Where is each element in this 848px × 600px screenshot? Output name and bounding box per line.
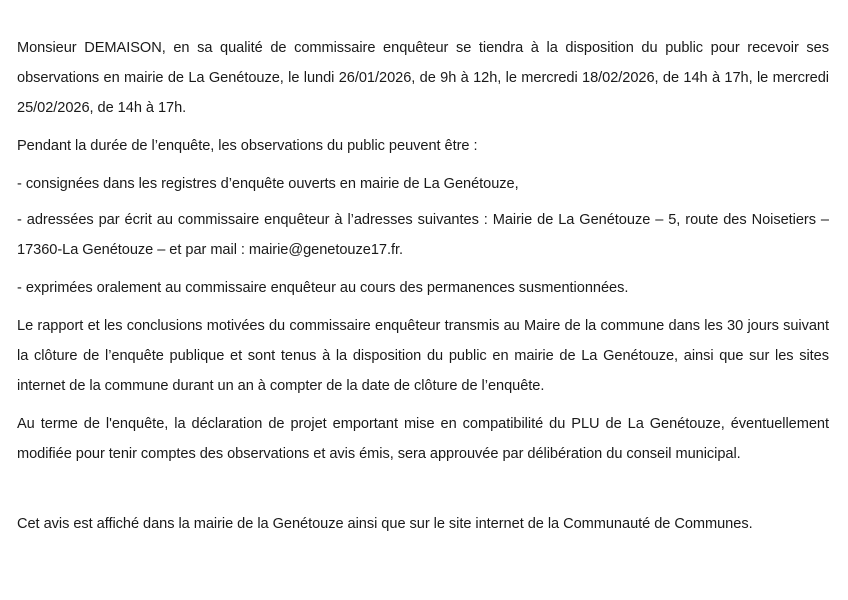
paragraph-observations-intro: Pendant la durée de l’enquête, les observations du public peuvent être : [17,138,478,154]
paragraph-affichage: Cet avis est affiché dans la mairie de la Genétouze ainsi que sur le site internet de la Communauté de Communes. [17,516,753,532]
list-item-oral: - exprimées oralement au commissaire enquêteur au cours des permanences susmentionnées. [17,280,629,296]
list-item-registres: - consignées dans les registres d’enquête ouverts en mairie de La Genétouze, [17,176,519,192]
list-item-adresse-ecrit: - adressées par écrit au commissaire enquêteur à l’adresses suivantes : Mairie de La Genétouze – 5, route des Noisetiers –17360-La Genétouze – et par mail : mairie@genetouze17.fr. [17,212,829,258]
paragraph-rapport: Le rapport et les conclusions motivées du commissaire enquêteur transmis au Maire de la commune dans les 30 jours suivant la clôture de l’enquête publique et sont tenus à la disposition du public en mairie de La Genétouze, ainsi que sur les sites internet de la commune durant un an à compter de la date de clôture de l’enquête. [17,318,829,394]
paragraph-permanences: Monsieur DEMAISON, en sa qualité de commissaire enquêteur se tiendra à la disposition du public pour recevoir ses observations en mairie de La Genétouze, le lundi 26/01/2026, de 9h à 12h, le mercredi 18/02/2026, de 14h à 17h, le mercredi 25/02/2026, de 14h à 17h. [17,40,829,116]
paragraph-terme-enquete: Au terme de l'enquête, la déclaration de projet emportant mise en compatibilité du PLU de La Genétouze, éventuellement modifiée pour tenir comptes des observations et avis émis, sera approuvée par délibération du conseil municipal. [17,416,829,462]
